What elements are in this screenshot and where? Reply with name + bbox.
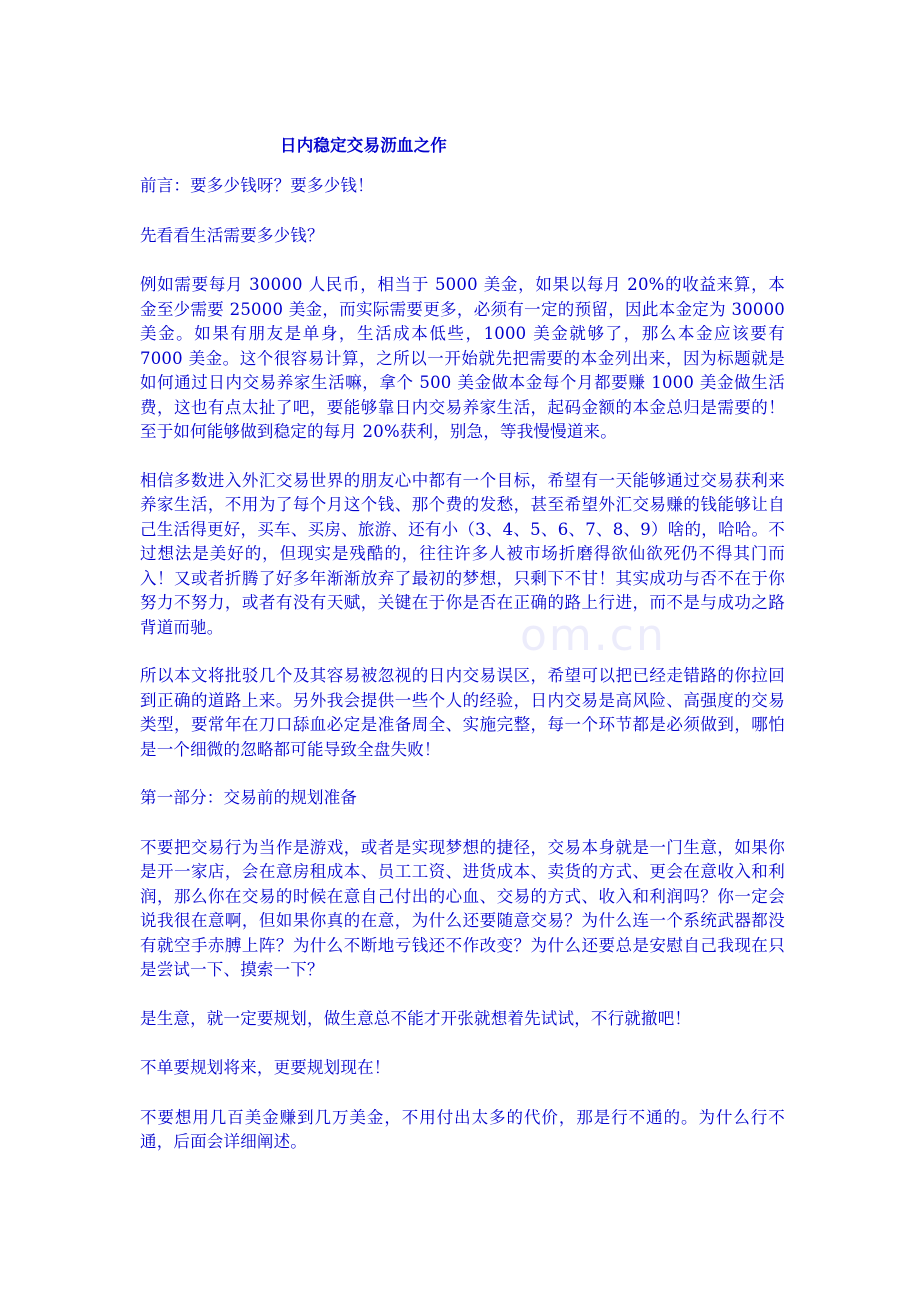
watermark-text: om.cn [520, 610, 666, 661]
paragraph-plan: 是生意，就一定要规划，做生意总不能才开张就想着先试试，不行就撤吧！ [140, 1008, 692, 1028]
paragraph-plan-now: 不单要规划将来，更要规划现在！ [140, 1058, 391, 1077]
paragraph-goal: 相信多数进入外汇交易世界的朋友心中都有一个目标，希望有一天能够通过交易获利来养家生活，不用为了每个月这个钱、那个费的发愁，甚至希望外汇交易赚的钱能够让自己生活得更好，买车、买房、旅游、还有小（3、4、5、6、7、8、9）啥的，哈哈。不过想法是美好的，但现实是残酷的，往往许多人被市场折磨得欲仙欲死仍不得其门而入！又或者折腾了好多年渐渐放弃了最初的梦想，只剩下不甘！其实成功与否不在于你努力不努力，或者有没有天赋，关键在于你是否在正确的路上行进，而不是与成功之路背道而驰。 [140, 470, 785, 637]
paragraph-example: 例如需要每月 30000 人民币，相当于 5000 美金，如果以每月 20%的收益来算，本金至少需要 25000 美金，而实际需要更多，必须有一定的预留，因此本金定为 30000 美金。如果有朋友是单身，生活成本低些，1000 美金就够了，那么本金应该要有 7000 美金。这个很容易计算，之所以一开始就先把需要的本金列出来，因为标题就是如何通过日内交易养家生活嘛，拿个 500 美金做本金每个月都要赚 1000 美金做生活费，这也有点太扯了吧，要能够靠日内交易养家生活，起码金额的本金总归是需要的！至于如何能够做到稳定的每月 20%获利，别急，等我慢慢道来。 [140, 275, 785, 441]
paragraph-purpose: 所以本文将批驳几个及其容易被忽视的日内交易误区，希望可以把已经走错路的你拉回到正确的道路上来。另外我会提供一些个人的经验，日内交易是高风险、高强度的交易类型，要常年在刀口舔血必定是准备周全、实施完整，每一个环节都是必须做到，哪怕是一个细微的忽略都可能导致全盘失败！ [140, 666, 785, 759]
section-heading-part-one: 第一部分：交易前的规划准备 [140, 788, 358, 807]
paragraph-question: 先看看生活需要多少钱？ [140, 225, 324, 245]
paragraph-preface: 前言：要多少钱呀？要多少钱！ [140, 176, 374, 195]
paragraph-business: 不要把交易行为当作是游戏，或者是实现梦想的捷径，交易本身就是一门生意，如果你是开一家店，会在意房租成本、员工工资、进货成本、卖货的方式、更会在意收入和利润，那么你在交易的时候在意自己付出的心血、交易的方式、收入和利润吗？你一定会说我很在意啊，但如果你真的在意，为什么还要随意交易？为什么连一个系统武器都没有就空手赤膊上阵？为什么不断地亏钱还不作改变？为什么还要总是安慰自己我现在只是尝试一下、摸索一下？ [140, 837, 785, 979]
document-page [140, 128, 785, 1179]
paragraph-warning: 不要想用几百美金赚到几万美金，不用付出太多的代价，那是行不通的。为什么行不通，后面会详细阐述。 [140, 1107, 785, 1151]
document-title: 日内稳定交易沥血之作 [280, 136, 447, 155]
